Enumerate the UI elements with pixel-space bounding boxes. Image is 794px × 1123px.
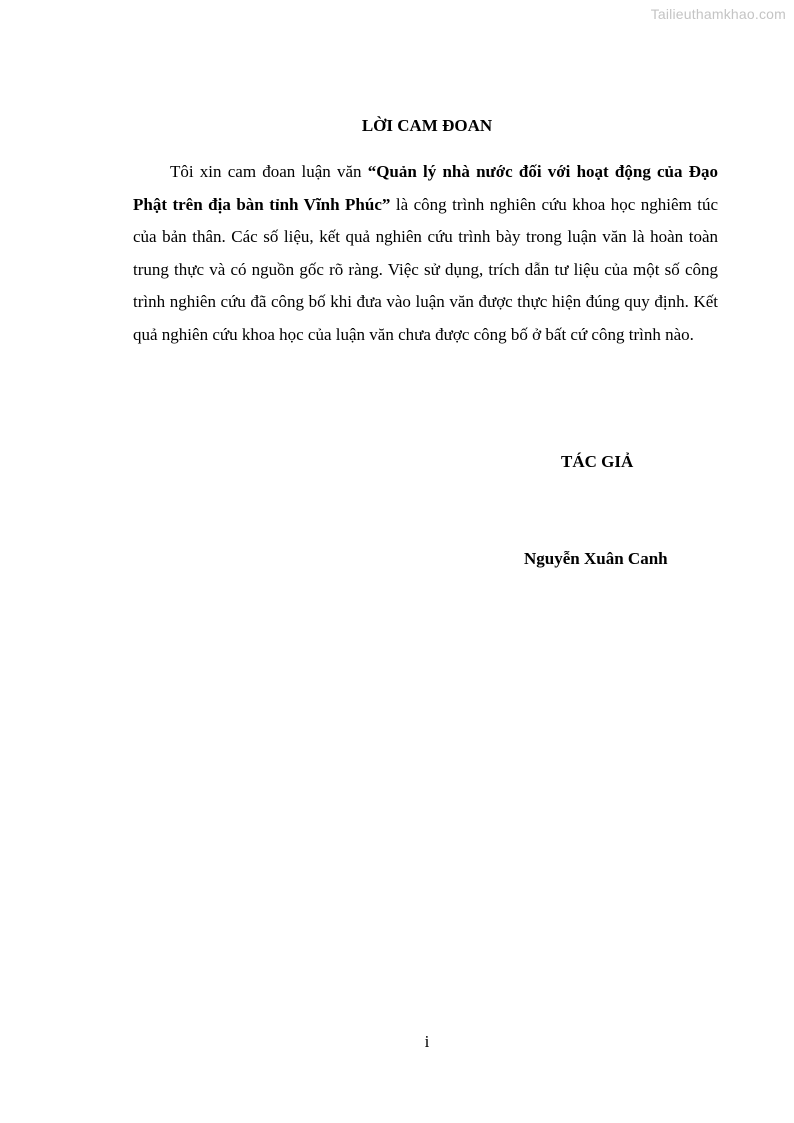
declaration-paragraph: [133, 156, 718, 351]
signature-role: TÁC GIẢ: [561, 452, 634, 471]
page-title: LỜI CAM ĐOAN: [361, 116, 493, 135]
declaration-intro: Tôi xin cam đoan luận văn: [170, 162, 368, 181]
page-number: i: [424, 1032, 430, 1051]
thesis-title: “Quản lý nhà nước đối với hoạt động của Đạo Phật trên địa bàn tỉnh Vĩnh Phúc”: [133, 162, 718, 214]
watermark-text: Tailieuthamkhao.com: [650, 6, 786, 22]
declaration-body: là công trình nghiên cứu khoa học nghiêm túc của bản thân. Các số liệu, kết quả nghiên cứu trình bày trong luận văn là hoàn toàn trung thực và có nguồn gốc rõ ràng. Việc sử dụng, trích dẫn tư liệu của một số công trình nghiên cứu đã công bố khi đưa vào luận văn được thực hiện đúng quy định. Kết quả nghiên cứu khoa học của luận văn chưa được công bố ở bất cứ công trình nào.: [133, 194, 718, 344]
author-name: Nguyễn Xuân Canh: [524, 549, 668, 568]
